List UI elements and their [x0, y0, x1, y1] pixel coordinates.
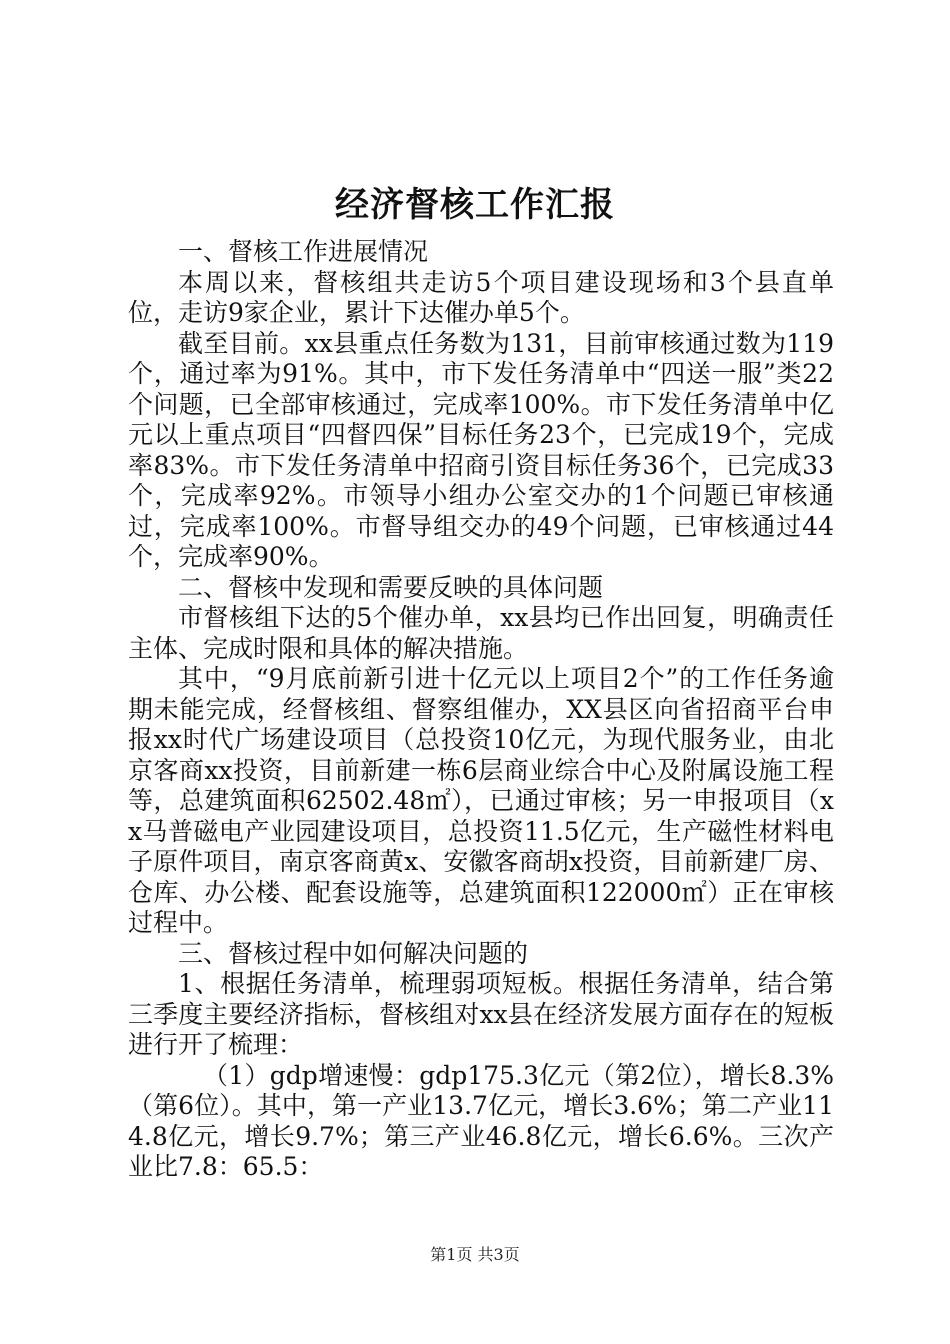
- paragraph: 截至目前。xx县重点任务数为131，目前审核通过数为119个，通过率为91%。其中，市下发任务清单中“四送一服”类22个问题，已全部审核通过，完成率100%。市下发任务清单中亿元以上重点项目“四督四保”目标任务23个，已完成19个，完成率83%。市下发任务清单中招商引资目标任务36个，已完成33个，完成率92%。市领导小组办公室交办的1个问题已审核通过，完成率100%。市督导组交办的49个问题，已审核通过44个，完成率90%。: [128, 328, 834, 571]
- paragraph: 本周以来，督核组共走访5个项目建设现场和3个县直单位，走访9家企业，累计下达催办单5个。: [128, 267, 834, 327]
- page-footer: 第1页 共3页: [430, 1245, 520, 1264]
- document-body: [128, 237, 834, 1183]
- section-heading-1: 一、督核工作进展情况: [178, 237, 429, 266]
- paragraph: 其中，“9月底前新引进十亿元以上项目2个”的工作任务逾期未能完成，经督核组、督察组催办，XX县区向省招商平台申报xx时代广场建设项目（总投资10亿元，为现代服务业，由北京客商xx投资，目前新建一栋6层商业综合中心及附属设施工程等，总建筑面积62502.48㎡），已通过审核；另一申报项目（xx马普磁电产业园建设项目，总投资11.5亿元，生产磁性材料电子原件项目，南京客商黄x、安徽客商胡x投资，目前新建厂房、仓库、办公楼、配套设施等，总建筑面积122000㎡）正在审核过程中。: [128, 664, 834, 937]
- document-title: 经济督核工作汇报: [335, 185, 615, 225]
- paragraph: 1、根据任务清单，梳理弱项短板。根据任务清单，结合第三季度主要经济指标，督核组对xx县在经济发展方面存在的短板进行开了梳理：: [128, 969, 834, 1059]
- paragraph: （1）gdp增速慢：gdp175.3亿元（第2位），增长8.3%（第6位）。其中，第一产业13.7亿元，增长3.6%；第二产业114.8亿元，增长9.7%；第三产业46.8亿元，增长6.6%。三次产业比7.8：65.5：: [128, 1060, 834, 1181]
- section-heading-2: 二、督核中发现和需要反映的具体问题: [178, 572, 604, 602]
- paragraph: 市督核组下达的5个催办单，xx县均已作出回复，明确责任主体、完成时限和具体的解决措施。: [128, 603, 834, 663]
- section-heading-3: 三、督核过程中如何解决问题的: [178, 938, 529, 968]
